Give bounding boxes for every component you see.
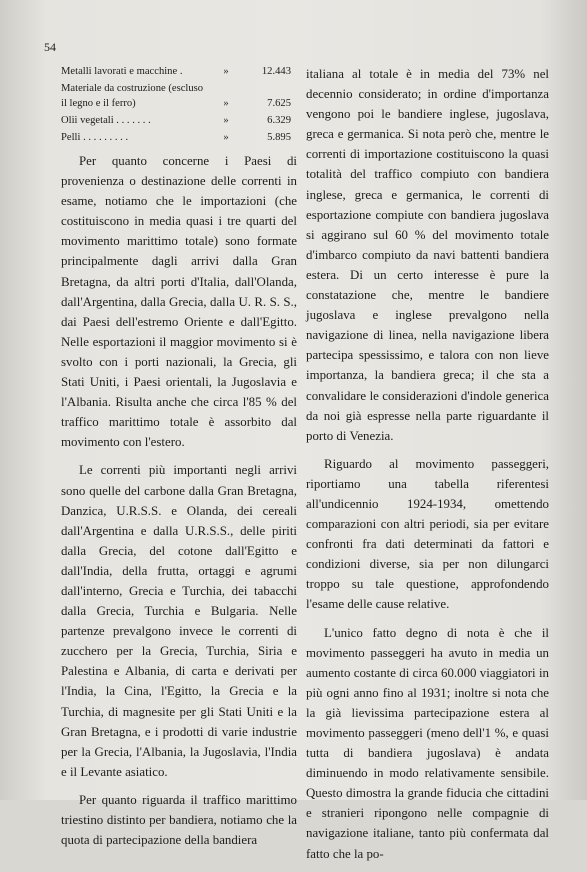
paragraph: Le correnti più importanti negli arrivi sono quelle del carbone dalla Gran Bretagna, Danzica, U.R.S.S. e Olanda, dei cereali dall'Argentina e dalla U.R.S.S., delle piriti dalla Grecia, del cotone dall'Egitto e dall'India, della frutta, ortaggi e agrumi dall'interno, Grecia e Turchia, dei tabacchi dalla Grecia, Turchia e Bulgaria. Nelle partenze prevalgono invece le correnti di zucchero per la Grecia, Turchia, Siria e Palestina e Albania, di carta e derivati per l'India, la Cina, l'Egitto, la Grecia e la Turchia, di magnesite per gli Stati Uniti e la Gran Bretagna, e i prodotti di varie industrie per la Grecia, l'Albania, la Jugoslavia, l'India e il Levante asiatico. <box>61 463 297 779</box>
table-row <box>61 130 297 145</box>
goods-table <box>61 64 297 145</box>
table-row-label: Metalli lavorati e macchine . <box>61 66 183 77</box>
table-row-value: 12.443 <box>261 66 291 77</box>
table-row-value: 5.895 <box>267 132 291 143</box>
table-row-value: 6.329 <box>267 115 291 126</box>
paragraph-continued: italiana al totale è in media del 73% nel decennio considerato; in ordine d'importanza vengono poi le bandiere inglese, jugoslava, greca e germanica. Si nota però che, mentre le correnti di importazione costituiscono la quasi totalità del traffico compiuto con bandiera inglese, greca e germanica, le correnti di esportazione compiute con bandiera jugoslava si aggirano sul 60 % del movimento totale d'imbarco compiuto da navi battenti bandiera estera. Di un certo interesse è pure la constatazione che, mentre le bandiere jugoslava e inglese prevalgono nella navigazione di linea, nella navigazione libera partecipa spessissimo, e talora con non lieve importanza, la bandiera greca; il che sta a convalidare le considerazioni d'indole generica da noi già espresse nella parte riguardante il porto di Venezia. <box>306 67 549 443</box>
table-row-mark: » <box>223 66 229 77</box>
table-row-label: Olii vegetali . . . . . . . <box>61 115 151 126</box>
paragraph: Per quanto riguarda il traffico marittimo triestino distinto per bandiera, notiamo che la quota di partecipazione della bandiera <box>61 792 297 848</box>
paragraph: L'unico fatto degno di nota è che il movimento passeggeri ha avuto in media un aumento costante di circa 60.000 viaggiatori in più ogni anno fino al 1931; inoltre si nota che la già lievissima partecipazione estera al movimento passeggeri (meno dell'1 %, e quasi tutta di bandiera jugoslava) è andata diminuendo in modo relativamente sensibile. Questo dimostra la grande fiducia che cittadini e stranieri ripongono nelle compagnie di navigazione italiane, tanto più confermata dal fatto che la po- <box>306 625 549 861</box>
right-column <box>306 64 549 872</box>
table-row-mark: » <box>223 132 229 143</box>
left-column <box>61 64 297 858</box>
table-row-label: Materiale da costruzione (escluso il legno e il ferro) <box>61 83 204 109</box>
table-row <box>61 113 297 128</box>
table-row-value: 7.625 <box>267 98 291 109</box>
table-row-label: Pelli . . . . . . . . . <box>61 132 129 143</box>
paragraph: Per quanto concerne i Paesi di provenienza o destinazione delle correnti in esame, notiamo che le importazioni (che costituiscono in media quasi i tre quarti del movimento marittimo totale) sono formate principalmente dagli arrivi dalla Gran Bretagna, da altri porti d'Italia, dall'Olanda, dall'Argentina, dalla Grecia, dalla U. R. S. S., dai Paesi dell'estremo Oriente e dall'Egitto. Nelle esportazioni il maggior movimento si è svolto con i porti nazionali, la Grecia, gli Stati Uniti, i Paesi orientali, la Jugoslavia e l'Albania. Risulta anche che circa l'85 % del traffico marittimo totale è assorbito dal movimento con l'estero. <box>61 154 297 450</box>
table-row-mark: » <box>223 98 229 109</box>
paragraph: Riguardo al movimento passeggeri, riportiamo una tabella riferentesi all'undicennio 1924-1934, omettendo comparazioni con altri periodi, sia per evitare confronti fra dati determinati da fattori e condizioni diverse, sia per non dilungarci troppo su tale questione, approfondendo l'esame delle cause relative. <box>306 456 549 612</box>
page-number: 54 <box>44 40 56 54</box>
table-row <box>61 81 297 111</box>
table-row-mark: » <box>223 115 229 126</box>
table-row <box>61 64 297 79</box>
